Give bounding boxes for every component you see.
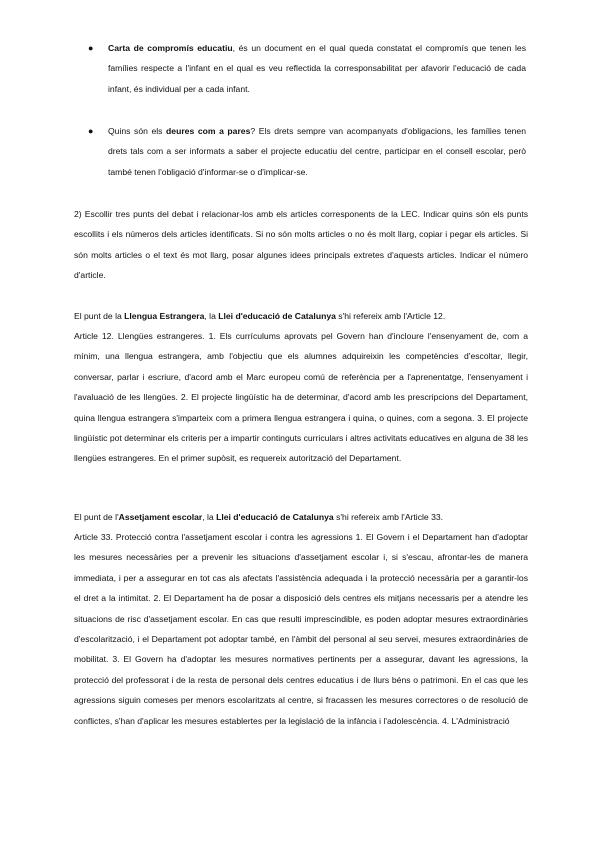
section2-topic: Assetjament escolar bbox=[118, 512, 203, 522]
section1-law: Llei d'educació de Catalunya bbox=[218, 311, 336, 321]
question-paragraph: 2) Escollir tres punts del debat i relacionar-los amb els articles corresponents de la LEC. Indicar quins són els punts escollits i els números dels articles identificats. Si no són molts articles o no és molt llarg, copiar i pegar els articles. Si són molts articles o el text és mot llarg, posar algunes idees principals extretes d'aquests articles. Indicar el número d'article. bbox=[74, 209, 528, 281]
section2-law: Llei d'educació de Catalunya bbox=[216, 512, 334, 522]
bullet-body-2: ? Els drets sempre van acompanyats d'obligacions, les famílies tenen drets tals com a ser informats a saber el projecte educatiu del centre, participar en el consell escolar, però també tenen l'obligació d'informar-se o d'implicar-se. bbox=[108, 126, 526, 177]
bullet-pre-2: Quins són els bbox=[108, 126, 167, 136]
bullet-text-2 bbox=[108, 121, 526, 182]
section2-intro-mid: , la bbox=[202, 512, 217, 522]
bullet-bold-1: Carta de compromís educatiu bbox=[108, 43, 233, 53]
section1-article-body: Article 12. Llengües estrangeres. 1. Els currículums aprovats pel Govern han d'incloure l'ensenyament de, com a mínim, una llengua estrangera, amb l'objectiu que els alumnes adquireixin les competències d'escoltar, llegir, conversar, parlar i escriure, d'acord amb el Marc europeu comú de referència per a l'aprenentatge, l'ensenyament i l'avaluació de les llengües. 2. El projecte lingüístic ha de determinar, d'acord amb les prescripcions del Departament, quina llengua estrangera s'imparteix com a primera llengua estrangera i quina, o quines, com a segona. 3. El projecte lingüístic pot determinar els criteris per a impartir continguts curriculars i altres activitats educatives en alguna de 38 les llengües estrangeres. En el primer supòsit, es requereix autorització del Departament. bbox=[74, 331, 528, 464]
bullet-body-1: , és un document en el qual queda constatat el compromís que tenen les famílies respecte a l'infant en el qual es veu reflectida la corresponsabilitat per afavorir l'educació de cada infant, és individual per a cada infant. bbox=[108, 43, 526, 94]
section2-intro-pre: El punt de l' bbox=[74, 512, 119, 522]
section2-intro bbox=[74, 507, 528, 527]
bullet-dot-icon: ● bbox=[88, 126, 94, 136]
section1-intro-post: s'hi refereix amb l'Article 12. bbox=[335, 311, 446, 321]
section1-intro bbox=[74, 306, 528, 326]
section1-topic: Llengua Estrangera bbox=[124, 311, 205, 321]
bullet-bold-2: deures com a pares bbox=[166, 126, 251, 136]
section2-article-body: Article 33. Protecció contra l'assetjament escolar i contra les agressions 1. El Govern i el Departament han d'adoptar les mesures necessàries per a prevenir les situacions d'assetjament escolar i, si s'escau, afrontar-les de manera immediata, i per a assegurar en tot cas als afectats l'assistència adequada i la protecció necessària per a garantir-los el dret a la intimitat. 2. El Departament ha de posar a disposició dels centres els mitjans necessaris per a atendre les situacions de risc d'assetjament escolar. En cas que resulti imprescindible, es poden adoptar mesures extraordinàries d'escolarització, i el Departament pot adoptar també, en l'àmbit del personal al seu servei, mesures extraordinàries de mobilitat. 3. El Govern ha d'adoptar les mesures normatives pertinents per a assegurar, davant les agressions, la protecció del professorat i de la resta de personal dels centres educatius i de llurs béns o patrimoni. En el cas que les agressions siguin comeses per menors escolaritzats al centre, si fracassen les mesures correctores o de resolució de conflictes, s'han d'aplicar les mesures establertes per la legislació de la infància i l'adolescència. 4. L'Administració bbox=[74, 532, 528, 726]
bullet-text-1 bbox=[108, 38, 526, 99]
section2-intro-post: s'hi refereix amb l'Article 33. bbox=[333, 512, 444, 522]
bullet-dot-icon: ● bbox=[88, 43, 94, 53]
section1-intro-pre: El punt de la bbox=[74, 311, 125, 321]
section1-intro-mid: , la bbox=[204, 311, 219, 321]
